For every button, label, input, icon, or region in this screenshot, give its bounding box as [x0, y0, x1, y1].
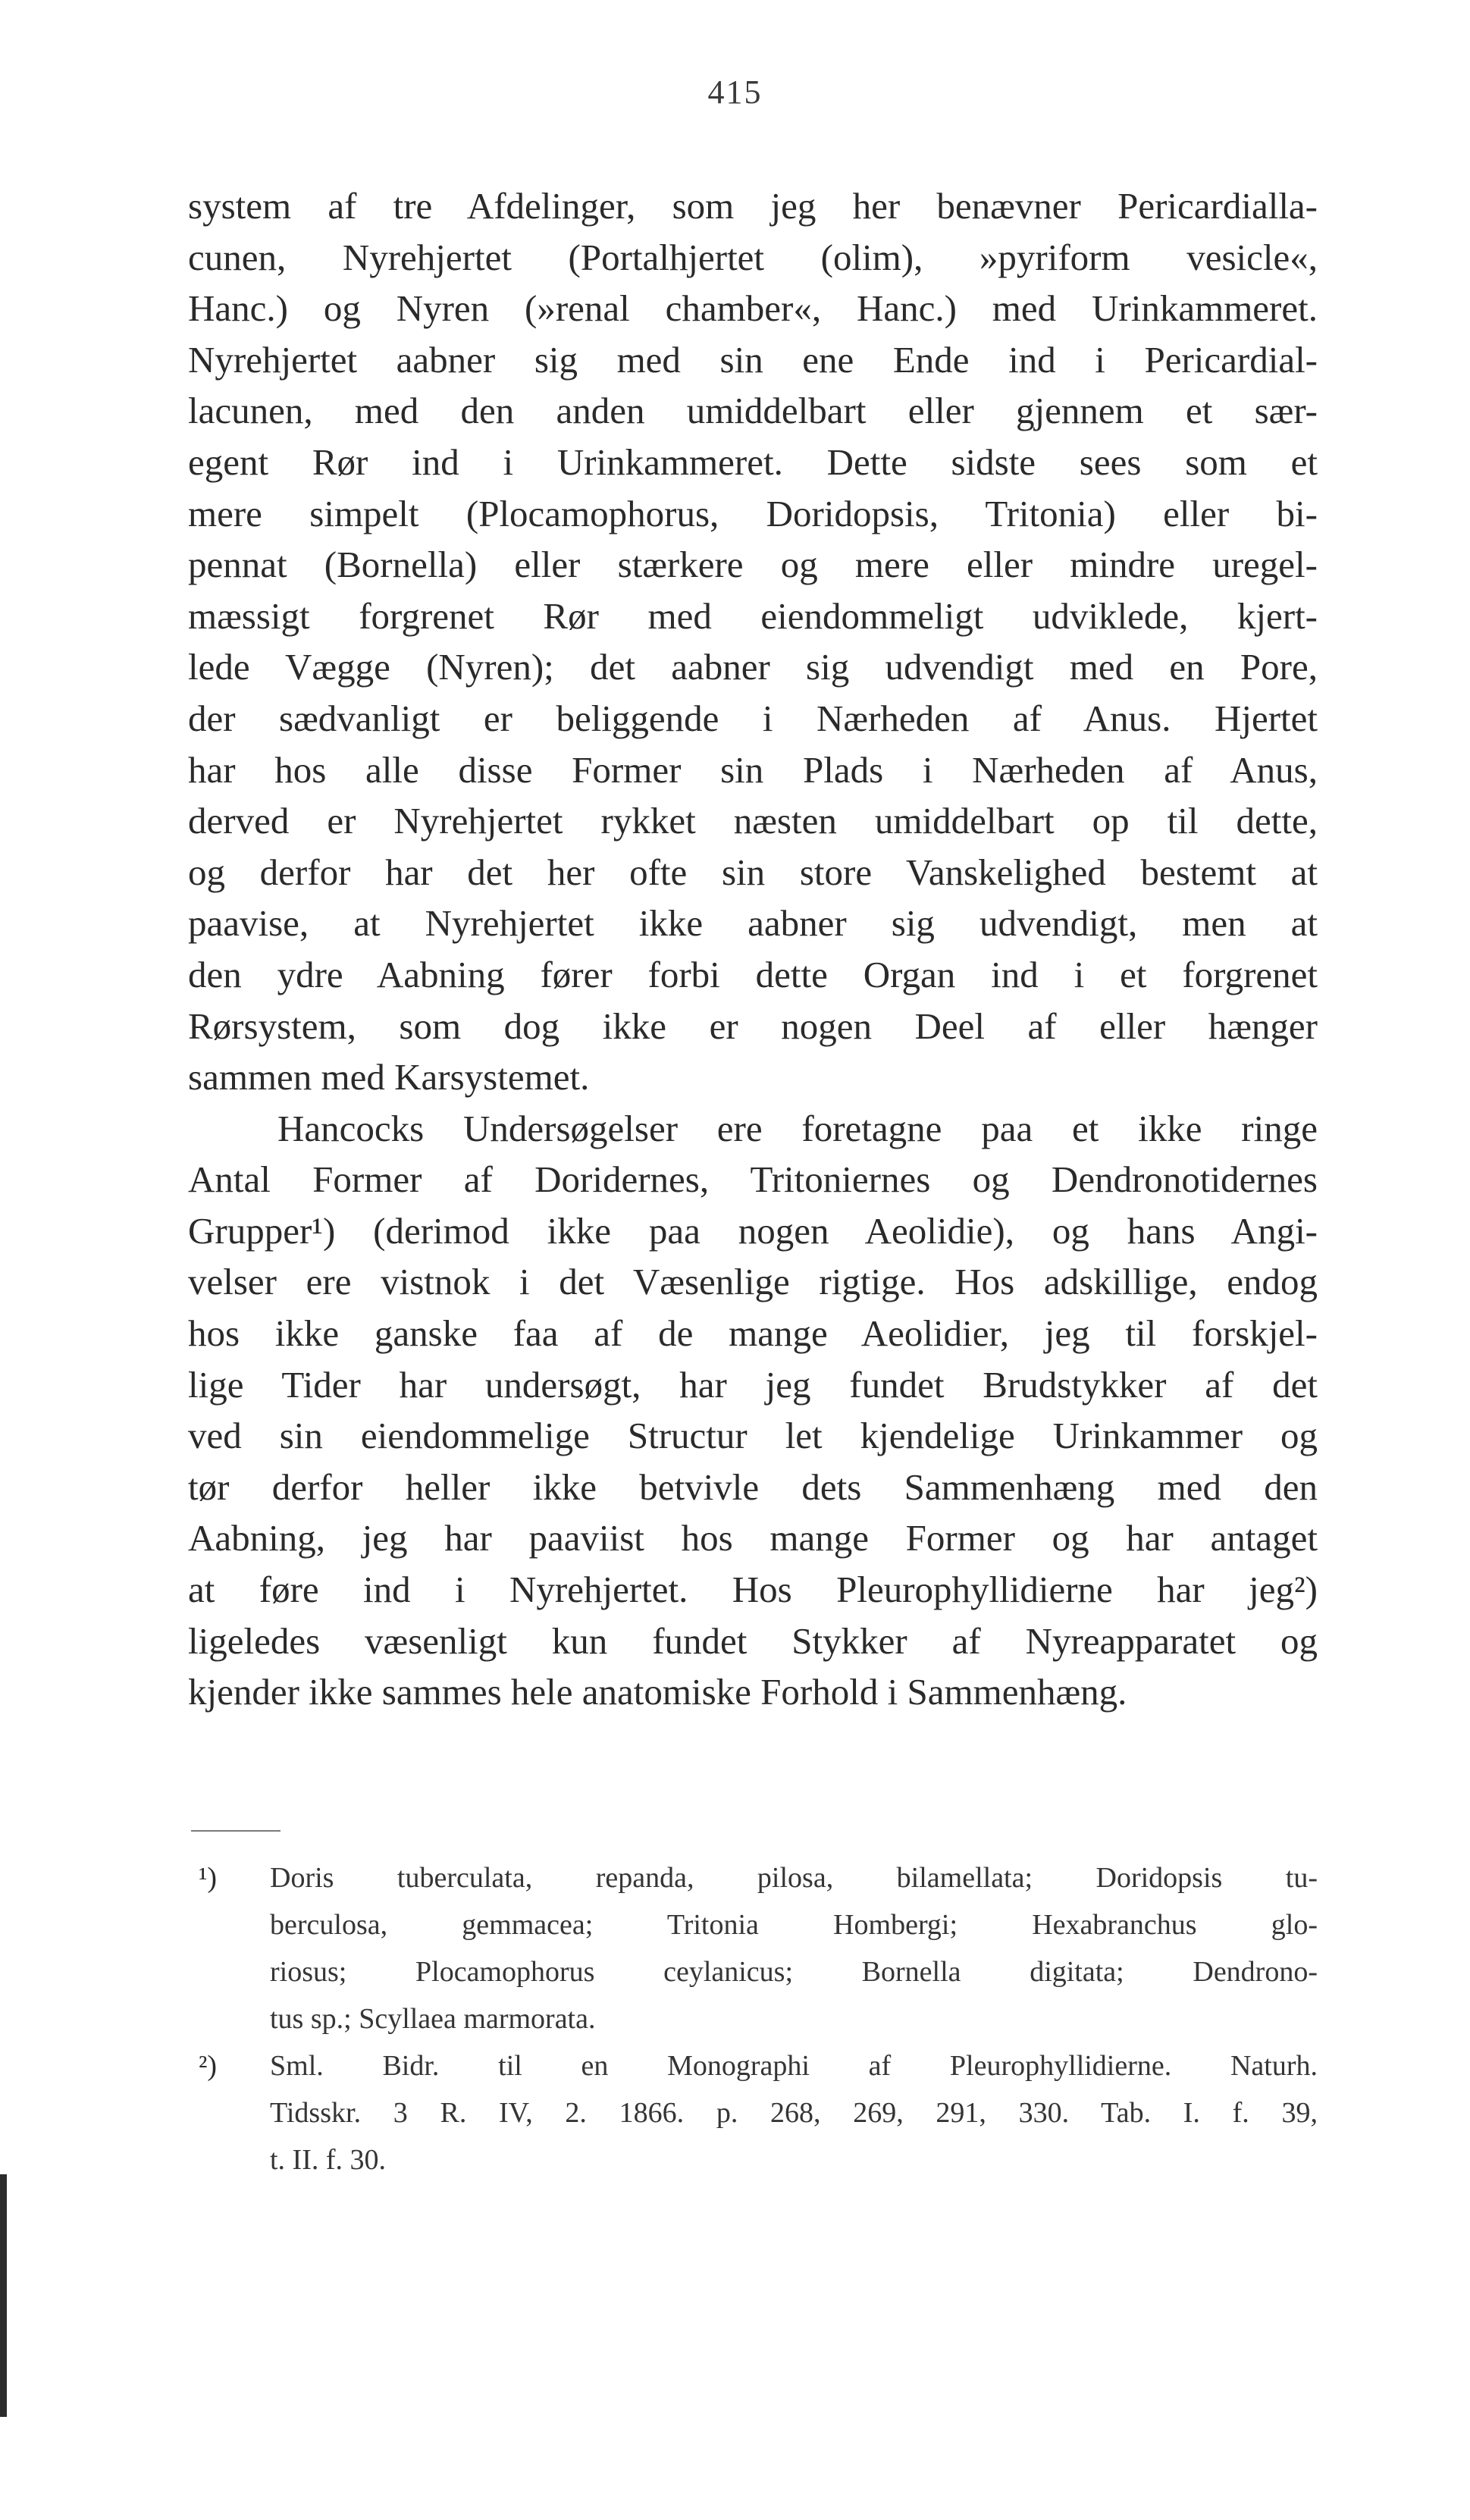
text-line: mere simpelt (Plocamophorus, Doridopsis, Tritonia) eller bi- — [188, 492, 1318, 534]
text-line: Nyrehjertet aabner sig med sin ene Ende ind i Pericardial- — [188, 338, 1318, 381]
text-line: system af tre Afdelinger, som jeg her benævner Pericardialla- — [188, 185, 1318, 227]
text-line: at føre ind i Nyrehjertet. Hos Pleurophyllidierne har jeg²) — [188, 1569, 1318, 1611]
text-line: lige Tider har undersøgt, har jeg fundet Brudstykker af det — [188, 1363, 1318, 1406]
footnote-line: Sml. Bidr. til en Monographi af Pleurophyllidierne. Naturh. — [270, 2050, 1318, 2082]
footnote-line: tus sp.; Scyllaea marmorata. — [270, 2003, 596, 2035]
text-line: pennat (Bornella) eller stærkere og mere eller mindre uregel- — [188, 544, 1318, 586]
footnote-line: Doris tuberculata, repanda, pilosa, bilamellata; Doridopsis tu- — [270, 1862, 1318, 1894]
text-line: egent Rør ind i Urinkammeret. Dette sidste sees som et — [188, 440, 1318, 483]
footnote-1 — [191, 1854, 1318, 2042]
text-line: ved sin eiendommelige Structur let kjendelige Urinkammer og — [188, 1415, 1318, 1457]
footnote-line: t. II. f. 30. — [270, 2144, 387, 2176]
text-line: ligeledes væsenligt kun fundet Stykker af Nyreapparatet og — [188, 1619, 1318, 1662]
text-line: og derfor har det her ofte sin store Vanskelighed bestemt at — [188, 851, 1318, 893]
page-edge-mark — [0, 2174, 7, 2417]
text-line: derved er Nyrehjertet rykket næsten umiddelbart op til dette, — [188, 800, 1318, 842]
text-line: den ydre Aabning fører forbi dette Organ ind i et forgrenet — [188, 953, 1318, 995]
page-number: 415 — [707, 74, 763, 111]
paragraph-start-line: Hancocks Undersøgelser ere foretagne paa et ikke ringe — [277, 1107, 1318, 1149]
footnote-divider — [191, 1830, 281, 1832]
text-line: velser ere vistnok i det Væsenlige rigtige. Hos adskillige, endog — [188, 1261, 1318, 1303]
body-text — [188, 180, 1318, 1718]
paragraph-end-line: kjender ikke sammes hele anatomiske Forhold i Sammenhæng. — [188, 1671, 1127, 1713]
text-line: Hanc.) og Nyren (»renal chamber«, Hanc.) med Urinkammeret. — [188, 287, 1318, 330]
text-line: Grupper¹) (derimod ikke paa nogen Aeolidie), og hans Angi- — [188, 1209, 1318, 1252]
text-line: cunen, Nyrehjertet (Portalhjertet (olim), »pyriform vesicle«, — [188, 236, 1318, 278]
text-line: Aabning, jeg har paaviist hos mange Former og har antaget — [188, 1517, 1318, 1559]
text-line: paavise, at Nyrehjertet ikke aabner sig udvendigt, men at — [188, 902, 1318, 945]
footnotes — [191, 1854, 1318, 2183]
paragraph-end-line: sammen med Karsystemet. — [188, 1056, 590, 1099]
text-line: lacunen, med den anden umiddelbart eller gjennem et sær- — [188, 390, 1318, 432]
footnote-line: Tidsskr. 3 R. IV, 2. 1866. p. 268, 269, 291, 330. Tab. I. f. 39, — [270, 2097, 1318, 2129]
footnote-marker: ¹) — [199, 1862, 218, 1894]
text-line: hos ikke ganske faa af de mange Aeolidier, jeg til forskjel- — [188, 1312, 1318, 1355]
text-line: mæssigt forgrenet Rør med eiendommeligt udviklede, kjert- — [188, 594, 1318, 637]
text-line: har hos alle disse Former sin Plads i Nærheden af Anus, — [188, 748, 1318, 791]
text-line: Antal Former af Doridernes, Tritoniernes og Dendronotidernes — [188, 1158, 1318, 1201]
text-line: der sædvanligt er beliggende i Nærheden af Anus. Hjertet — [188, 697, 1318, 739]
footnote-line: berculosa, gemmacea; Tritonia Hombergi; Hexabranchus glo- — [270, 1909, 1318, 1941]
footnote-marker: ²) — [199, 2050, 218, 2082]
text-line: lede Vægge (Nyren); det aabner sig udvendigt med en Pore, — [188, 646, 1318, 688]
text-line: tør derfor heller ikke betvivle dets Sammenhæng med den — [188, 1465, 1318, 1508]
footnote-2 — [191, 2042, 1318, 2183]
footnote-line: riosus; Plocamophorus ceylanicus; Bornella digitata; Dendrono- — [270, 1956, 1318, 1988]
text-line: Rørsystem, som dog ikke er nogen Deel af eller hænger — [188, 1005, 1318, 1047]
